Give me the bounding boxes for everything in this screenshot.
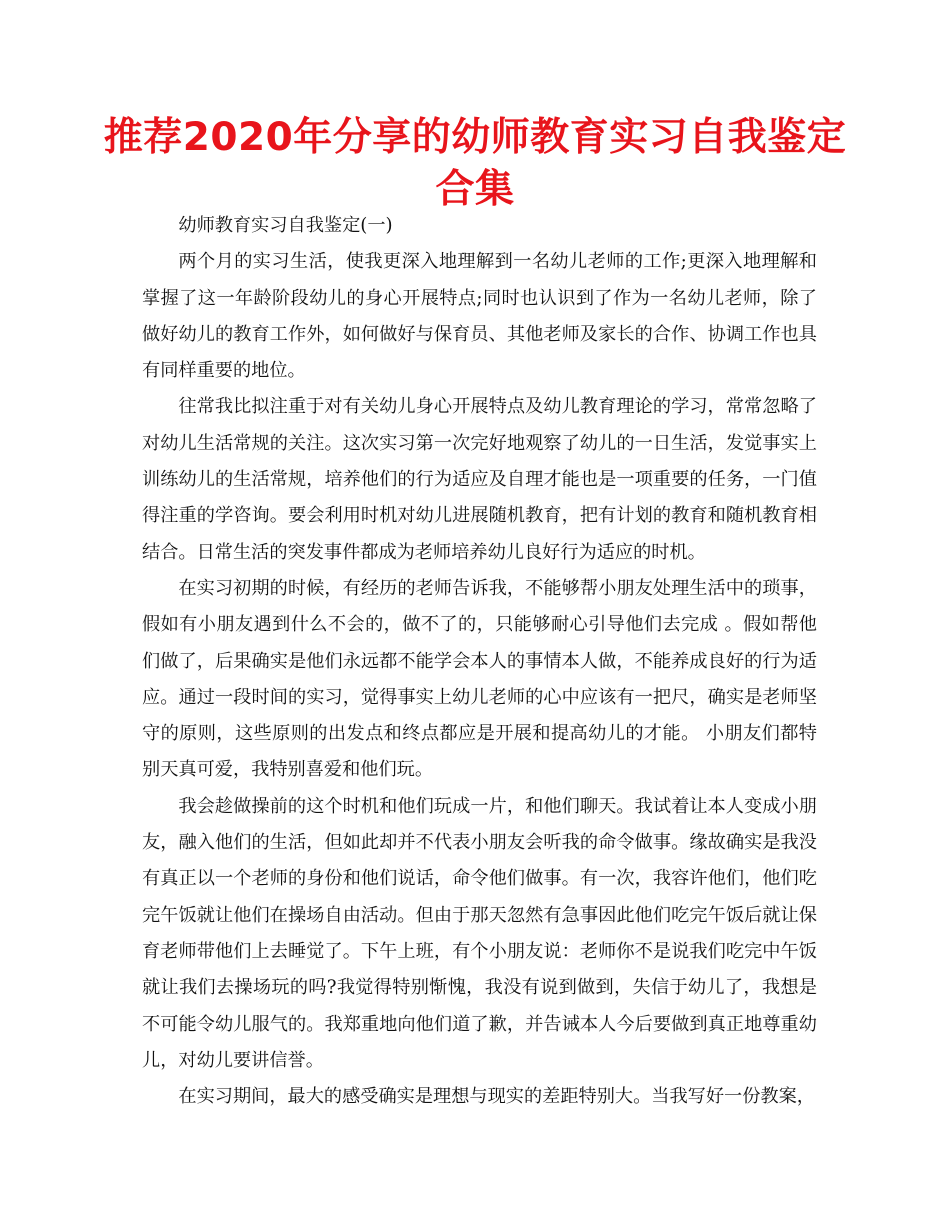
paragraph: 在实习期间，最大的感受确实是理想与现实的差距特别大。当我写好一份教案， (178, 1086, 815, 1108)
document-title: 推荐2020年分享的幼师教育实习自我鉴定合集 (103, 115, 847, 212)
paragraph: 两个月的实习生活，使我更深入地理解到一名幼儿老师的工作;更深入地理解和掌握了这一年龄阶段幼儿的身心开展特点;同时也认识到了作为一名幼儿老师，除了做好幼儿的教育工作外，如何做好与保育员、其他老师及家长的合作、协调工作也具有同样重要的地位。 (142, 251, 817, 382)
paragraph: 我会趁做操前的这个时机和他们玩成一片，和他们聊天。我试着让本人变成小朋友，融入他们的生活，但如此却并不代表小朋友会听我的命令做事。缘故确实是我没有真正以一个老师的身份和他们说话，命令他们做事。有一次，我容许他们，他们吃完午饭就让他们在操场自由活动。但由于那天忽然有急事因此他们吃完午饭后就让保育老师带他们上去睡觉了。下午上班，有个小朋友说：老师你不是说我们吃完中午饭就让我们去操场玩的吗?我觉得特别惭愧，我没有说到做到，失信于幼儿了，我想是不可能令幼儿服气的。我郑重地向他们道了歉，并告诫本人今后要做到真正地尊重幼儿，对幼儿要讲信誉。 (142, 795, 817, 1071)
document-body (142, 208, 817, 1115)
paragraph: 在实习初期的时候，有经历的老师告诉我，不能够帮小朋友处理生活中的琐事，假如有小朋友遇到什么不会的，做不了的，只能够耐心引导他们去完成 。假如帮他们做了，后果确实是他们永远都不能学会本人的事情本人做，不能养成良好的行为适应。通过一段时间的实习，觉得事实上幼儿老师的心中应该有一把尺，确实是老师坚守的原则，这些原则的出发点和终点都应是开展和提高幼儿的才能。 小朋友们都特别天真可爱，我特别喜爱和他们玩。 (142, 577, 817, 781)
paragraph: 往常我比拟注重于对有关幼儿身心开展特点及幼儿教育理论的学习，常常忽略了对幼儿生活常规的关注。这次实习第一次完好地观察了幼儿的一日生活，发觉事实上训练幼儿的生活常规，培养他们的行为适应及自理才能也是一项重要的任务，一门值得注重的学咨询。要会利用时机对幼儿进展随机教育，把有计划的教育和随机教育相结合。日常生活的突发事件都成为老师培养幼儿良好行为适应的时机。 (142, 396, 817, 563)
section-heading: 幼师教育实习自我鉴定(一) (178, 215, 393, 236)
